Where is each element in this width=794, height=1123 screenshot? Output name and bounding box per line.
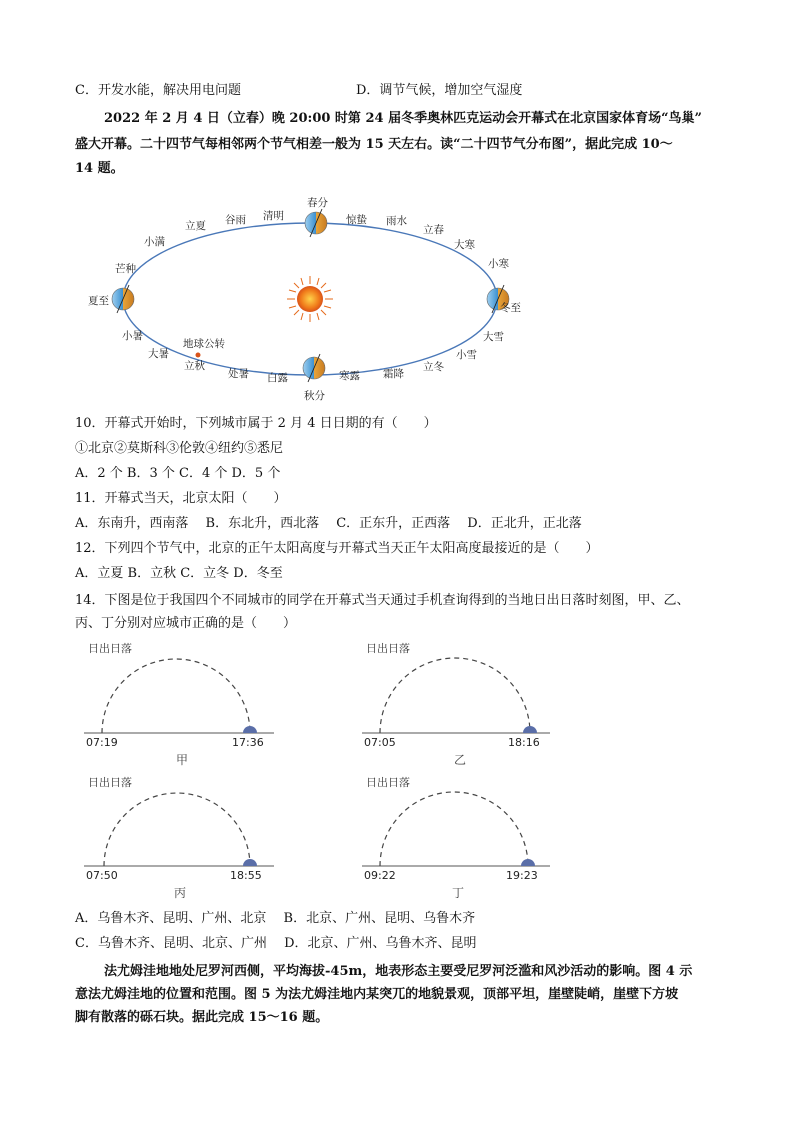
q12-stem: 12．下列四个节气中，北京的正午太阳高度与开幕式当天正午太阳高度最接近的是（ ） <box>75 541 599 556</box>
term-guyu: 谷雨 <box>225 214 246 226</box>
sun-chart-title: 日出日落 <box>88 776 132 789</box>
solar-terms-diagram <box>80 188 530 408</box>
term-qingming: 清明 <box>263 210 284 222</box>
term-dongzhi: 冬至 <box>500 302 521 314</box>
term-yushui: 雨水 <box>386 215 407 227</box>
earth-icon-summer-solstice <box>112 285 134 313</box>
intro-line-3: 14 题。 <box>75 161 124 176</box>
sun-chart-bing <box>84 770 284 910</box>
term-lichun: 立春 <box>423 224 444 236</box>
q11-options: A．东南升，西南落 B．东北升，西北落 C．正东升，正西落 D．正北升，正北落 <box>75 516 582 531</box>
term-qiufen: 秋分 <box>304 390 325 402</box>
passage-line-2: 意法尤姆洼地的位置和范围。图 5 为法尤姆洼地内某突兀的地貌景观，顶部平坦，崖壁陡峭，崖壁下方坡 <box>75 987 679 1002</box>
q14-stem-1: 14．下图是位于我国四个不同城市的同学在开幕式当天通过手机查询得到的当地日出日落时刻图，甲、乙、 <box>75 593 690 608</box>
term-xiaoshu: 小暑 <box>122 330 143 342</box>
term-daxue: 大雪 <box>483 331 504 343</box>
city-label: 甲 <box>176 753 189 767</box>
term-mangzhong: 芒种 <box>115 263 136 275</box>
intro-line-2: 盛大开幕。二十四节气每相邻两个节气相差一般为 15 天左右。读“二十四节气分布图”，据此完成 10～ <box>75 137 673 152</box>
term-dahan: 大寒 <box>454 239 475 251</box>
q11-stem: 11．开幕式当天，北京太阳（ ） <box>75 491 287 506</box>
intro-line-1: 2022 年 2 月 4 日（立春）晚 20:00 时第 24 届冬季奥林匹克运动会开幕式在北京国家体育场“鸟巢” <box>104 111 703 126</box>
term-hanlu: 寒露 <box>339 370 360 382</box>
sun-chart-title: 日出日落 <box>366 642 410 655</box>
term-chushu: 处暑 <box>228 368 249 380</box>
q14-options-ab: A．乌鲁木齐、昆明、广州、北京 B．北京、广州、昆明、乌鲁木齐 <box>75 911 476 926</box>
city-label: 丁 <box>452 886 465 900</box>
revolution-marker-icon <box>196 353 201 358</box>
sunset-time: 17:36 <box>232 736 264 749</box>
term-xiaoman: 小满 <box>144 236 165 248</box>
term-dashu: 大暑 <box>148 348 169 360</box>
earth-icon-autumn-equinox <box>303 354 325 382</box>
term-lidong: 立冬 <box>423 361 444 373</box>
sun-chart-yi <box>362 636 562 776</box>
passage-line-3: 脚有散落的砾石块。据此完成 15～16 题。 <box>75 1010 329 1025</box>
sunset-time: 19:23 <box>506 869 538 882</box>
term-shuangjiang: 霜降 <box>383 368 404 380</box>
prev-option-d: D．调节气候，增加空气湿度 <box>356 83 523 98</box>
sun-chart-ding <box>362 770 562 910</box>
q14-options-cd: C．乌鲁木齐、昆明、北京、广州 D．北京、广州、乌鲁木齐、昆明 <box>75 936 477 951</box>
q10-items: ①北京②莫斯科③伦敦④纽约⑤悉尼 <box>75 441 284 456</box>
sunset-sun-icon <box>243 859 257 866</box>
earth-icon-spring-equinox <box>305 209 327 237</box>
term-jingzhe: 惊蛰 <box>346 214 367 226</box>
prev-option-c: C．开发水能，解决用电问题 <box>75 83 241 98</box>
sunset-sun-icon <box>523 726 537 733</box>
sun-chart-title: 日出日落 <box>366 776 410 789</box>
q10-options: A．2 个 B．3 个 C．4 个 D．5 个 <box>75 466 281 481</box>
sun-chart-jia <box>84 636 284 776</box>
term-liqiu: 立秋 <box>184 360 205 372</box>
sunset-time: 18:55 <box>230 869 262 882</box>
term-xiaohan: 小寒 <box>488 258 509 270</box>
sunset-time: 18:16 <box>508 736 540 749</box>
term-xiazhi: 夏至 <box>88 295 109 307</box>
term-bailu: 白露 <box>267 372 288 384</box>
term-chunfen: 春分 <box>307 197 328 209</box>
q10-stem: 10．开幕式开始时，下列城市属于 2 月 4 日日期的有（ ） <box>75 416 437 431</box>
revolution-label: 地球公转 <box>183 338 225 350</box>
sunset-sun-icon <box>521 859 535 866</box>
term-lixia: 立夏 <box>185 220 206 232</box>
sunset-sun-icon <box>243 726 257 733</box>
sun-chart-title: 日出日落 <box>88 642 132 655</box>
term-xiaoxue: 小雪 <box>456 349 477 361</box>
city-label: 乙 <box>454 753 467 767</box>
passage-line-1: 法尤姆洼地地处尼罗河西侧，平均海拔-45m，地表形态主要受尼罗河泛滥和风沙活动的影响。图 4 示 <box>104 964 693 979</box>
city-label: 丙 <box>174 886 187 900</box>
q12-options: A．立夏 B．立秋 C．立冬 D．冬至 <box>75 566 283 581</box>
q14-stem-2: 丙、丁分别对应城市正确的是（ ） <box>75 616 297 631</box>
sunrise-time: 07:19 <box>86 736 118 749</box>
sunrise-time: 07:50 <box>86 869 118 882</box>
sunrise-time: 07:05 <box>364 736 396 749</box>
sunrise-time: 09:22 <box>364 869 396 882</box>
sun-icon <box>287 276 333 322</box>
